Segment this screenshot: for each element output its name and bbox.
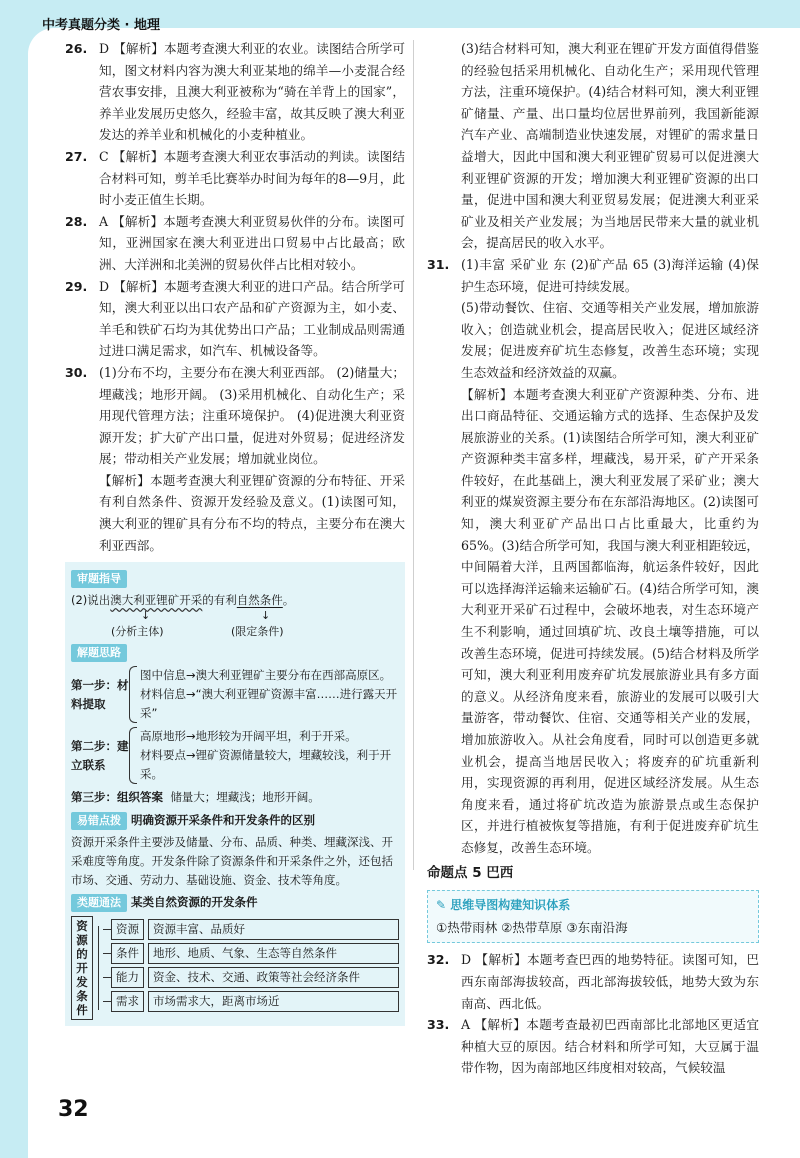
step-3: 第三步：组织答案 储量大；埋藏浅；地形开阔。	[71, 790, 320, 805]
method-title: 某类自然资源的开发条件	[131, 895, 258, 910]
answer-30-continued: (3)结合材料可知，澳大利亚在锂矿开发方面值得借鉴的经验包括采用机械化、自动化生产；采用现代管理方法，注重环境保护。(4)结合材料可知，澳大利亚锂矿储量、产量、出口量均位居世界前列，我国新能源汽车产业、高端制造业快速发展，对锂矿的需求量日益增大，因此中国和澳大利亚锂矿贸易可以促进澳大利亚锂矿资源的开发；增加澳大利亚锂矿资源的出口量，促进中国和澳大利亚贸易发展；促进澳大利亚采矿业及相关产业发展；为当地居民带来大量的就业机会，提高居民的收入水平。	[461, 41, 759, 251]
label-subject: (分析主体)	[111, 625, 164, 639]
answer-32: 32. D 【解析】本题考查巴西的地势特征。读图可知，巴西东南部海拔较高，西北部海拔较低，地势大致为东南高、西北低。	[427, 952, 759, 1011]
right-column	[427, 38, 759, 1079]
answer-30: 30. (1)分布不均，主要分布在澳大利亚西部。 (2)储量大；埋藏浅；地形开阔。 (3)采用机械化、自动化生产；采用现代管理方法；注重环境保护。 (4)促进澳大利亚资源开发；扩大矿产出口量，促进对外贸易；促进经济发展；带动相关产业发展；增加就业岗位。	[65, 364, 405, 467]
tree-row: 资源 资源丰富、品质好	[103, 919, 399, 940]
answer-31-part5: (5)带动餐饮、住宿、交通等相关产业发展，增加旅游收入；创造就业机会，提高居民收入；促进区域经济发展；促进废弃矿坑生态修复，改善生态环境；实现生态效益和经济效益的双赢。	[461, 300, 759, 380]
guide-sentence: (2)说出澳大利亚锂矿开采的有利自然条件。	[71, 593, 295, 608]
mind-map-box: ✎ 思维导图构建知识体系 ①热带雨林 ②热带草原 ③东南沿海	[427, 890, 759, 943]
answer-26: 26. D 【解析】本题考查澳大利亚的农业。读图结合所学可知，图文材料内容为澳大利亚某地的绵羊—小麦混合经营农事安排，且澳大利亚被称为“骑在羊背上的国家”，养羊业发展历史悠久，经验丰富，故其反映了澳大利亚发达的养羊业和机械化的小麦种植业。	[65, 41, 405, 143]
step-1: 第一步：材料提取 图中信息→澳大利亚锂矿主要分布在西部高原区。 材料信息→“澳大利亚锂矿资源丰富……进行露天开采”	[71, 666, 399, 723]
column-divider	[413, 40, 414, 870]
answer-33: 33. A 【解析】本题考查最初巴西南部比北部地区更适宜种植大豆的原因。结合材料和所学可知，大豆属于温带作物，因为南部地区纬度相对较高，气候较温	[427, 1017, 759, 1076]
arrow-down-icon: ↓	[141, 609, 151, 623]
step-2: 第二步：建立联系 高原地形→地形较为开阔平坦，利于开采。 材料要点→锂矿资源储量较大，埋藏较浅，利于开采。	[71, 727, 399, 784]
label-condition: (限定条件)	[231, 625, 284, 639]
guide-tag: 审题指导	[71, 570, 127, 588]
answer-31: 31. (1)丰富 采矿业 东 (2)矿产品 65 (3)海洋运输 (4)保护生态环境，促进可持续发展。	[427, 256, 759, 294]
answer-30-analysis: 【解析】本题考查澳大利亚锂矿资源的分布特征、开采有利自然条件、资源开发经验及意义。(1)读图可知，澳大利亚的锂矿具有分布不均的特点，主要分布在澳大利亚西部。	[99, 472, 405, 553]
answer-27: 27. C 【解析】本题考查澳大利亚农事活动的判读。读图结合材料可知，剪羊毛比赛举办时间为每年的8—9月，此时小麦正值生长期。	[65, 148, 405, 208]
condition-tree	[71, 916, 399, 1020]
page-number: 32	[58, 1097, 89, 1122]
tree-root: 资源的开发条件	[71, 916, 93, 1020]
left-column	[65, 38, 405, 1028]
page-header: 中考真题分类 · 地理	[42, 18, 160, 33]
error-title: 明确资源开采条件和开发条件的区别	[131, 813, 315, 828]
answer-29: 29. D 【解析】本题考查澳大利亚的进口产品。结合所学可知，澳大利亚以出口农产品和矿产资源为主，如小麦、羊毛和铁矿石均为其优势出口产品；工业制成品则需通过进口满足需求，如汽车、机械设备等。	[65, 278, 405, 359]
section-title: 命题点 5 巴西	[427, 864, 514, 881]
mind-map-items: ①热带雨林 ②热带草原 ③东南沿海	[436, 919, 628, 935]
think-tag: 解题思路	[71, 644, 127, 662]
answer-31-analysis: 【解析】本题考查澳大利亚矿产资源种类、分布、进出口商品特征、交通运输方式的选择、生态保护及发展旅游业的关系。(1)读图结合所学可知，澳大利亚矿产资源种类丰富多样，埋藏浅，易开采，矿产开采条件较好，在此基础上，澳大利亚发展了采矿业；澳大利亚的煤炭资源主要分布在东部沿海地区。(2)读图可知，澳大利亚矿产品出口占比重最大，比重约为65%。(3)结合所学可知，我国与澳大利亚相距较远，中间隔着大洋，且两国都临海，航运条件较好，因此可以选择海洋运输来运输矿石。(4)结合所学可知，澳大利亚开采矿石过程中，会破坏地表，对生态环境产生不利影响，通过回填矿坑、改良土壤等措施，可以改善生态环境，促进可持续发展。(5)结合材料及所学可知，澳大利亚利用废弃矿坑发展旅游业具有多方面的意义。从经济角度来看，旅游业的发展可以吸引大量游客，带动餐饮、住宿、交通等相关产业的发展，增加旅游收入。从社会角度看，同时可以创造更多就业机会，提高当地居民收入；将废弃的矿坑重新利用，实现资源的再利用，促进区域经济发展。从生态角度来看，通过将矿坑改造为旅游景点或生态保护区，并进行植被恢复等措施，有利于促进废弃矿坑生态修复，改善生态环境。	[461, 386, 759, 855]
tree-row: 需求 市场需求大，距离市场近	[103, 991, 399, 1012]
error-text: 资源开采条件主要涉及储量、分布、品质、种类、埋藏深浅、开采难度等角度。开发条件除了资源条件和开采条件之外，还包括市场、交通、劳动力、基础设施、资金、技术等角度。	[71, 835, 393, 888]
arrow-down-icon: ↓	[261, 609, 271, 623]
guide-box	[65, 562, 405, 1026]
mind-map-icon: ✎	[436, 898, 447, 913]
method-tag: 类题通法	[71, 894, 127, 912]
tree-row: 能力 资金、技术、交通、政策等社会经济条件	[103, 967, 399, 988]
error-tag: 易错点拨	[71, 812, 127, 830]
tree-row: 条件 地形、地质、气象、生态等自然条件	[103, 943, 399, 964]
answer-28: 28. A 【解析】本题考查澳大利亚贸易伙伴的分布。读图可知，亚洲国家在澳大利亚进出口贸易中占比最高；欧洲、大洋洲和北美洲的贸易伙伴占比相对较小。	[65, 213, 405, 272]
